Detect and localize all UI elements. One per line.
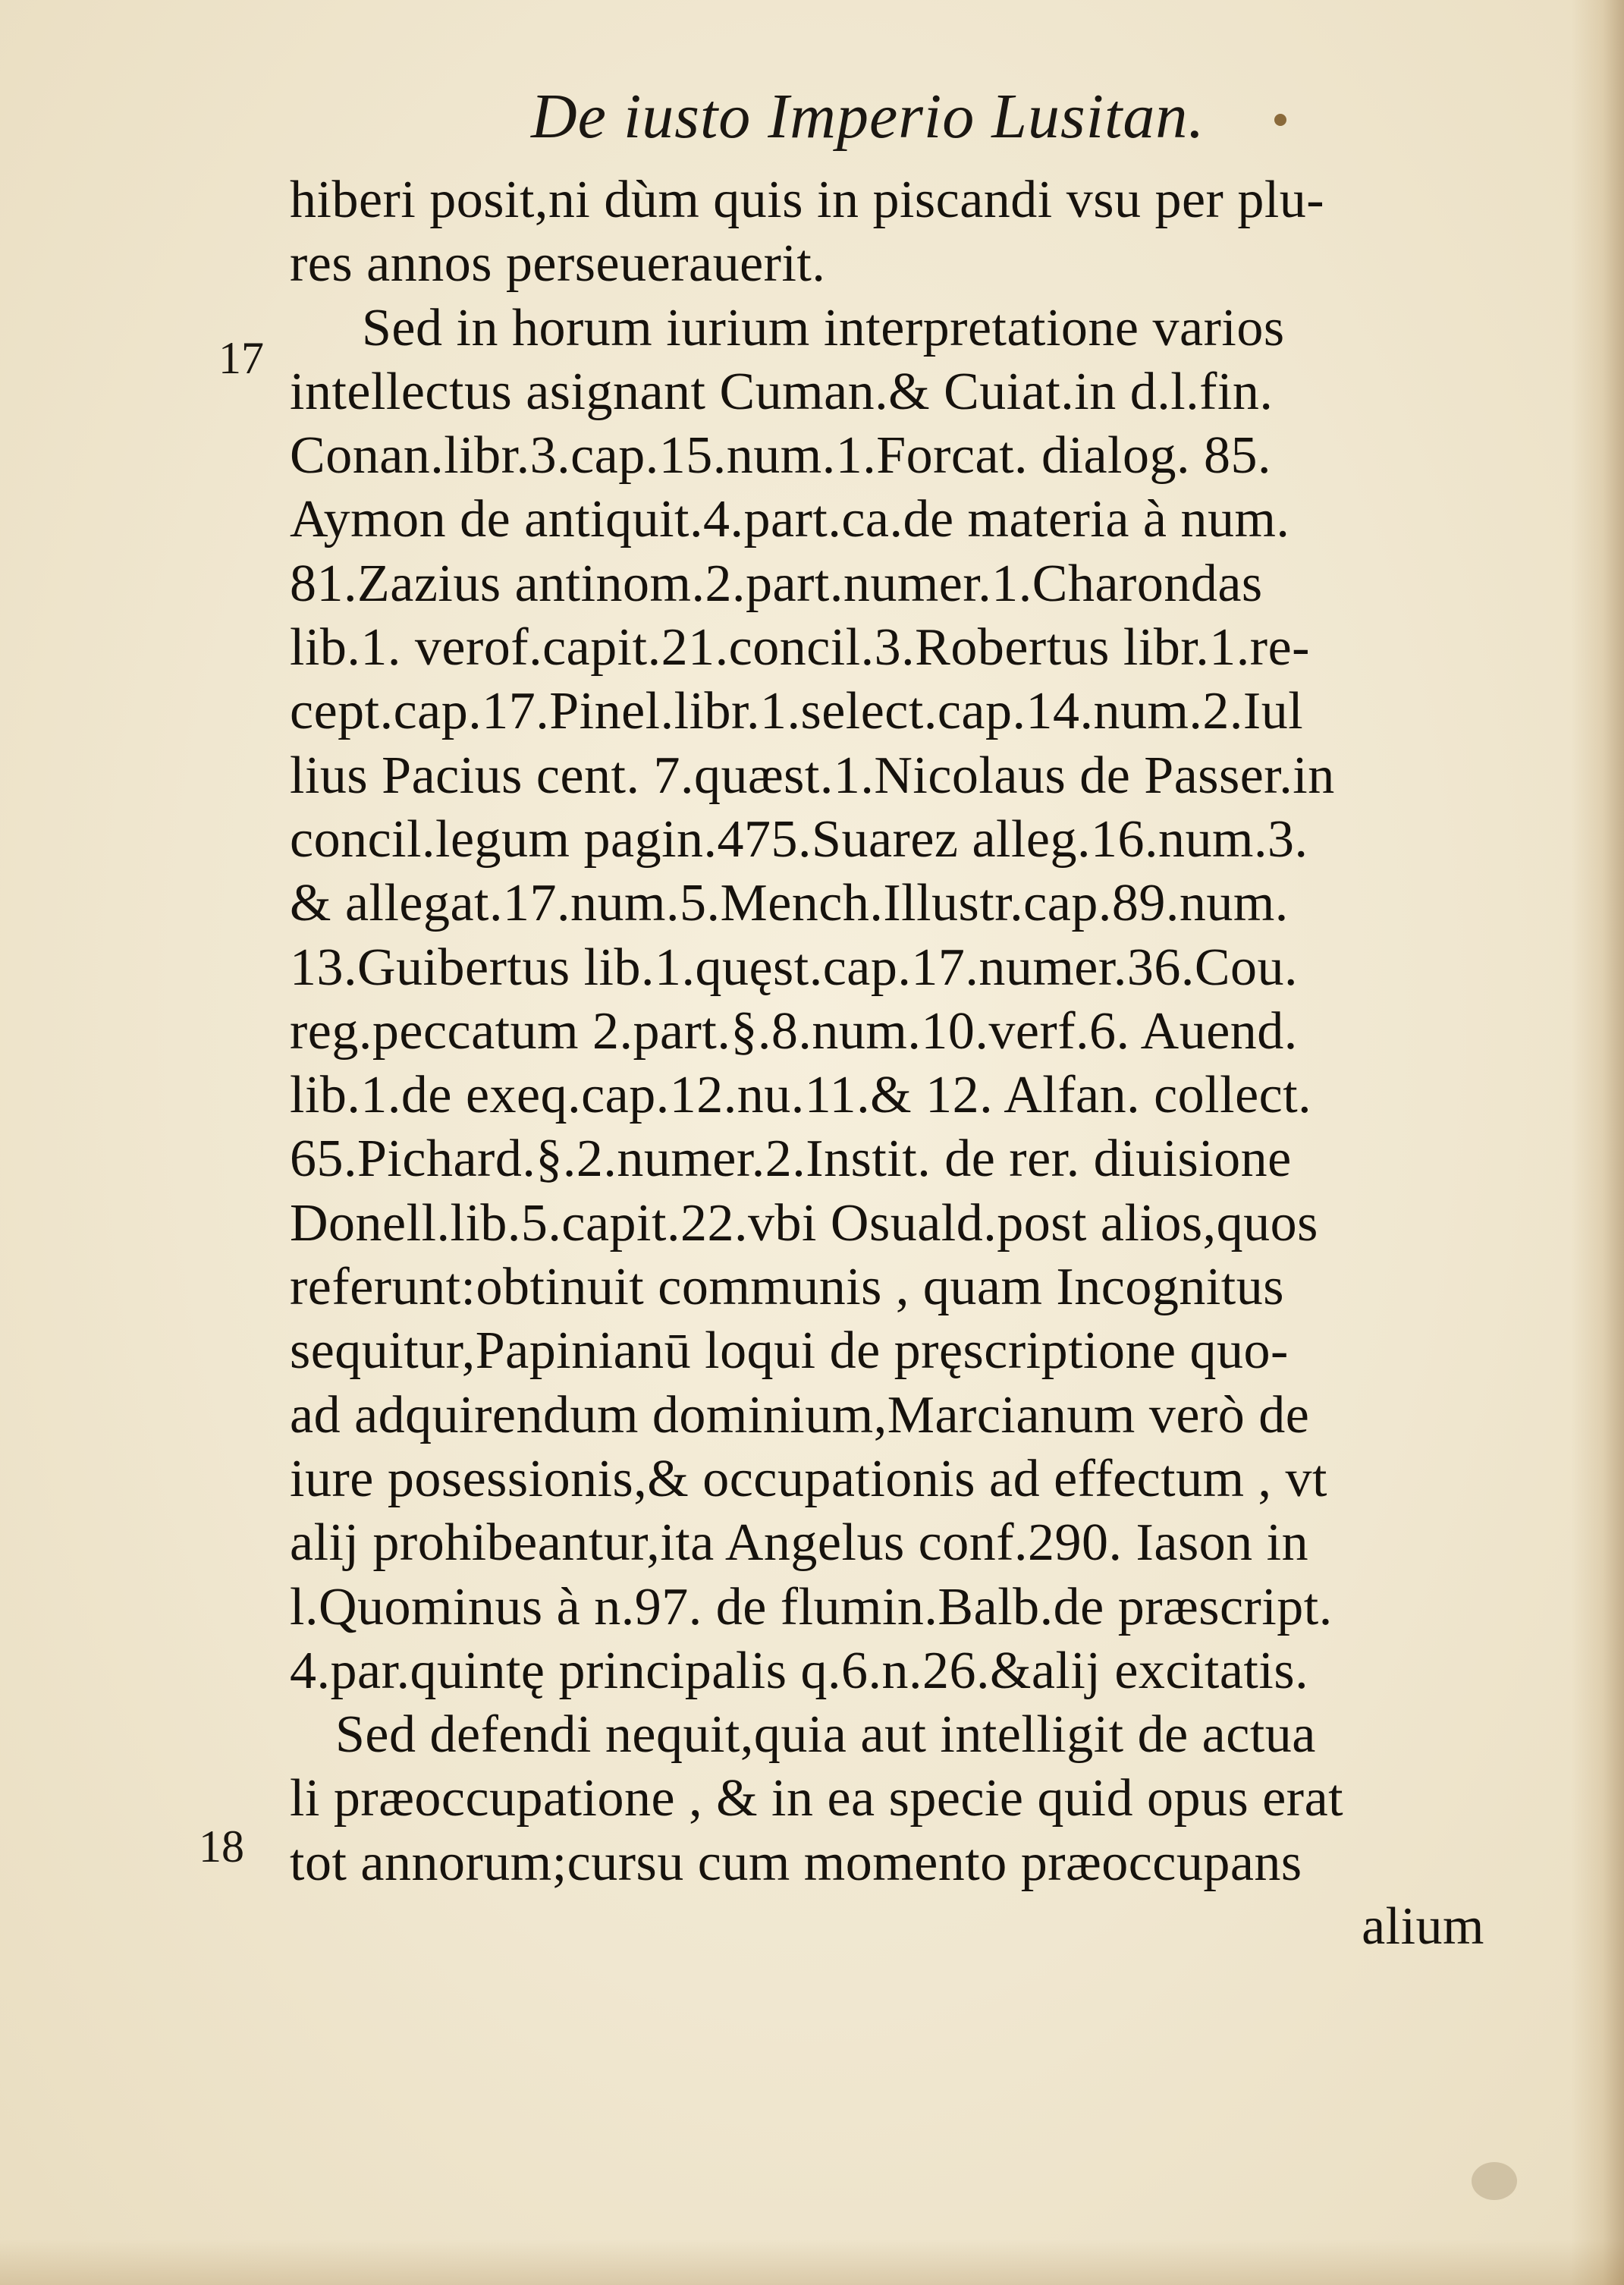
page-edge-shadow (1571, 0, 1624, 2285)
text-line: reg.peccatum 2.part.§.8.num.10.verf.6. Auend. (290, 1001, 1298, 1061)
ink-stain (1472, 2162, 1517, 2200)
text-line: l.Quominus à n.97. de flumin.Balb.de præscript. (290, 1577, 1333, 1636)
text-line: lib.1.de exeq.cap.12.nu.11.& 12. Alfan. collect. (290, 1066, 1312, 1125)
text-line: Conan.libr.3.cap.15.num.1.Forcat. dialog. 85. (290, 426, 1271, 486)
text-line: res annos perseuerauerit. (290, 234, 826, 294)
text-line: ad adquirendum dominium,Marcianum verò de (290, 1385, 1310, 1444)
catchword: alium (1362, 1897, 1484, 1957)
ornament-dot (1274, 114, 1286, 126)
text-line: concil.legum pagin.475.Suarez alleg.16.num.3. (290, 809, 1308, 869)
text-line: Sed in horum iurium interpretatione varios (362, 298, 1285, 357)
page-bottom-shadow (0, 2239, 1624, 2285)
margin-number: 18 (199, 1821, 244, 1872)
text-line: & allegat.17.num.5.Mench.Illustr.cap.89.num. (290, 874, 1289, 933)
text-line: intellectus asignant Cuman.& Cuiat.in d.l.fin. (290, 362, 1274, 421)
text-line: 4.par.quintę principalis q.6.n.26.&alij excitatis. (290, 1641, 1309, 1700)
text-line: Sed defendi nequit,quia aut intelligit de actua (335, 1705, 1316, 1765)
running-head: De iusto Imperio Lusitan. (531, 81, 1205, 152)
text-line: lius Pacius cent. 7.quæst.1.Nicolaus de Passer.in (290, 746, 1335, 805)
text-line: hiberi posit,ni dùm quis in piscandi vsu per plu- (290, 171, 1325, 229)
text-line: tot annorum;cursu cum momento præoccupans (290, 1833, 1302, 1892)
body-text (290, 168, 1488, 1959)
text-line: cept.cap.17.Pinel.libr.1.select.cap.14.num.2.Iul (290, 682, 1304, 741)
text-line: 81.Zazius antinom.2.part.numer.1.Charondas (290, 554, 1263, 613)
text-line: lib.1. verof.capit.21.concil.3.Robertus libr.1.re- (290, 618, 1310, 677)
text-line: sequitur,Papinianū loqui de pręscriptione quo- (290, 1322, 1289, 1381)
margin-number: 17 (218, 333, 264, 383)
text-line: 13.Guibertus lib.1.quęst.cap.17.numer.36.Cou. (290, 938, 1299, 997)
text-line: alij prohibeantur,ita Angelus conf.290. Iason in (290, 1513, 1309, 1573)
text-line: iure posessionis,& occupationis ad effectum , vt (290, 1449, 1327, 1508)
text-line: Aymon de antiquit.4.part.ca.de materia à num. (290, 490, 1290, 549)
text-line: Donell.lib.5.capit.22.vbi Osuald.post alios,quos (290, 1193, 1318, 1253)
text-line: referunt:obtinuit communis , quam Incognitus (290, 1258, 1284, 1317)
text-line: li præoccupatione , & in ea specie quid opus erat (290, 1769, 1344, 1828)
text-line: 65.Pichard.§.2.numer.2.Instit. de rer. diuisione (290, 1130, 1292, 1189)
